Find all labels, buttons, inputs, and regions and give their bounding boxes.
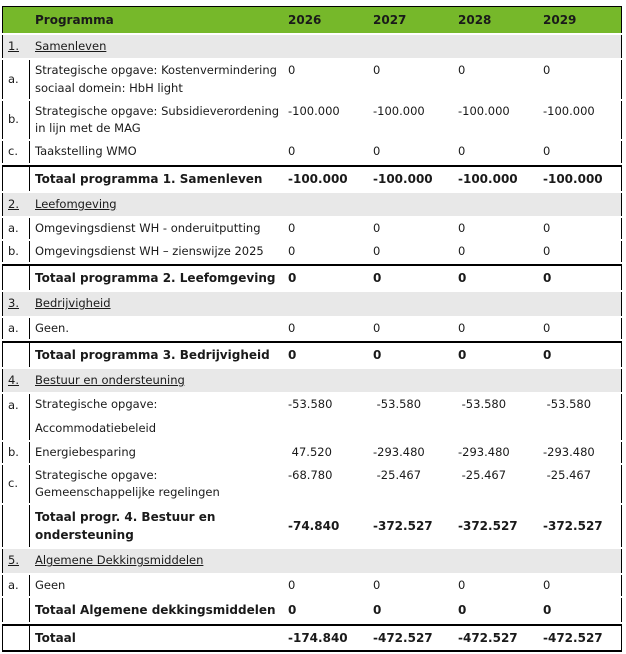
value-text: -100.000	[288, 171, 348, 186]
section-empty-cell	[543, 193, 622, 216]
value-text: 0	[288, 63, 296, 78]
item-row	[2, 394, 622, 440]
value-text: 0	[373, 602, 382, 617]
value-2028	[458, 624, 543, 652]
value-2028	[458, 165, 543, 191]
value-2026	[288, 575, 373, 596]
value-text: 0	[543, 320, 551, 335]
row-label-cell	[30, 341, 288, 367]
section-empty-cell	[373, 292, 458, 315]
value-2026	[288, 241, 373, 262]
row-number-cell	[2, 575, 30, 596]
section-title: Leefomgeving	[35, 196, 117, 211]
value-text: 0	[458, 220, 466, 235]
value-2027	[373, 141, 458, 162]
value-text: -100.000	[543, 103, 595, 118]
value-2026	[288, 165, 373, 191]
section-row	[2, 35, 622, 58]
section-row	[2, 549, 622, 572]
value-text: 0	[458, 144, 466, 159]
value-text: 0	[288, 347, 297, 362]
row-number: c.	[8, 476, 18, 491]
row-label-cell	[30, 465, 288, 504]
value-text: 0	[288, 144, 296, 159]
value-text: 47.520	[288, 444, 332, 459]
row-label-cell	[30, 101, 288, 140]
value-text: 0	[543, 220, 551, 235]
section-empty-cell	[543, 369, 622, 392]
value-2027	[373, 624, 458, 652]
value-2027	[373, 318, 458, 339]
row-label: Omgevingsdienst WH - onderuitputting	[35, 220, 261, 235]
value-text: -293.480	[458, 444, 510, 459]
section-empty-cell	[458, 369, 543, 392]
header-year-2028	[458, 6, 543, 33]
row-label-cell	[30, 598, 288, 622]
section-title-cell	[30, 369, 288, 392]
section-empty-cell	[458, 549, 543, 572]
row-label: ondersteuning	[35, 528, 134, 543]
section-number: 5.	[8, 553, 19, 568]
value-text: -25.467	[458, 467, 507, 482]
program-column-title: Programma	[35, 13, 114, 27]
section-title-cell	[30, 292, 288, 315]
value-2029	[543, 165, 622, 191]
row-label-cell	[30, 241, 288, 262]
value-text: -372.527	[373, 519, 433, 534]
section-title-cell	[30, 35, 288, 58]
value-text: 0	[288, 577, 296, 592]
section-empty-cell	[373, 193, 458, 216]
value-2026	[288, 394, 373, 440]
value-2028	[458, 218, 543, 239]
row-number-cell	[2, 394, 30, 440]
value-2029	[543, 141, 622, 162]
section-empty-cell	[458, 292, 543, 315]
row-label-cell	[30, 264, 288, 290]
year-label: 2027	[373, 13, 407, 27]
value-2029	[543, 598, 622, 622]
total-row	[2, 505, 622, 547]
section-number: 1.	[8, 39, 19, 53]
section-empty-cell	[288, 369, 373, 392]
value-text: 0	[458, 320, 466, 335]
row-label: Totaal Algemene dekkingsmiddelen	[35, 602, 276, 617]
value-2027	[373, 165, 458, 191]
value-text: 0	[543, 271, 552, 286]
value-text: -53.580	[458, 397, 507, 411]
value-text: 0	[288, 602, 297, 617]
value-2027	[373, 264, 458, 290]
value-text: -25.467	[373, 467, 422, 482]
row-number: b.	[8, 112, 19, 127]
value-2026	[288, 141, 373, 162]
section-row	[2, 193, 622, 216]
value-text: -372.527	[543, 519, 603, 534]
row-number: a.	[8, 220, 19, 235]
table-header-row	[2, 6, 622, 33]
section-row	[2, 292, 622, 315]
row-number-cell	[2, 598, 30, 622]
item-row	[2, 318, 622, 339]
item-row	[2, 465, 622, 504]
value-2029	[543, 341, 622, 367]
section-number-cell	[2, 549, 30, 572]
value-text: 0	[373, 220, 381, 235]
section-empty-cell	[543, 35, 622, 58]
row-number-cell	[2, 318, 30, 339]
value-text: -472.527	[373, 630, 433, 645]
section-empty-cell	[288, 292, 373, 315]
total-row	[2, 264, 622, 290]
year-label: 2029	[543, 13, 577, 27]
value-2028	[458, 598, 543, 622]
row-number: a.	[8, 577, 19, 592]
value-2026	[288, 101, 373, 140]
value-text: -53.580	[288, 397, 333, 411]
value-text: -100.000	[288, 103, 340, 118]
value-text: -53.580	[543, 397, 592, 411]
value-2027	[373, 598, 458, 622]
value-2026	[288, 218, 373, 239]
value-text: -472.527	[543, 630, 603, 645]
value-2028	[458, 442, 543, 463]
section-title-cell	[30, 549, 288, 572]
section-empty-cell	[543, 292, 622, 315]
value-2027	[373, 442, 458, 463]
value-text: -174.840	[288, 630, 348, 645]
value-text: 0	[458, 271, 467, 286]
value-text: 0	[458, 577, 466, 592]
section-empty-cell	[373, 549, 458, 572]
value-text: -100.000	[458, 103, 510, 118]
row-label: Strategische opgave: Subsidieverordening	[35, 103, 280, 118]
value-2028	[458, 575, 543, 596]
value-text: 0	[543, 244, 551, 258]
budget-table-body	[2, 6, 622, 652]
year-label: 2026	[288, 13, 322, 27]
row-label: Strategische opgave: Kostenvermindering	[35, 63, 277, 78]
header-year-2027	[373, 6, 458, 33]
value-2028	[458, 241, 543, 262]
row-label: Totaal progr. 4. Bestuur en	[35, 510, 216, 525]
value-2029	[543, 101, 622, 140]
section-number: 3.	[8, 296, 19, 311]
item-row	[2, 442, 622, 463]
value-2029	[543, 60, 622, 99]
value-text: 0	[543, 602, 552, 617]
row-label: Taakstelling WMO	[35, 144, 137, 159]
row-label-cell	[30, 624, 288, 652]
total-row	[2, 165, 622, 191]
value-text: -25.467	[543, 467, 592, 482]
row-label: Geen	[35, 577, 66, 592]
section-title: Bestuur en ondersteuning	[35, 372, 185, 387]
row-number: a.	[8, 71, 19, 86]
row-number-cell	[2, 465, 30, 504]
value-2028	[458, 60, 543, 99]
row-label-cell	[30, 218, 288, 239]
value-text: 0	[288, 244, 296, 258]
row-label-cell	[30, 394, 288, 440]
value-2028	[458, 394, 543, 440]
value-2029	[543, 575, 622, 596]
value-text: 0	[458, 347, 467, 362]
item-row	[2, 218, 622, 239]
item-row	[2, 141, 622, 162]
value-text: -100.000	[373, 103, 425, 118]
section-empty-cell	[373, 35, 458, 58]
value-text: 0	[373, 577, 381, 592]
header-year-2029	[543, 6, 622, 33]
value-text: 0	[288, 220, 296, 235]
section-empty-cell	[458, 35, 543, 58]
value-text: -100.000	[543, 171, 603, 186]
value-2029	[543, 218, 622, 239]
value-text: -68.780	[288, 467, 333, 482]
row-label-cell	[30, 318, 288, 339]
value-2028	[458, 141, 543, 162]
row-label-cell	[30, 141, 288, 162]
row-number-cell	[2, 141, 30, 162]
value-2028	[458, 318, 543, 339]
row-label: Totaal programma 2. Leefomgeving	[35, 271, 276, 286]
section-number-cell	[2, 369, 30, 392]
value-2028	[458, 264, 543, 290]
row-number: c.	[8, 144, 18, 159]
row-label-cell	[30, 575, 288, 596]
value-2029	[543, 442, 622, 463]
value-2029	[543, 241, 622, 262]
section-title: Bedrijvigheid	[35, 296, 111, 311]
value-2028	[458, 341, 543, 367]
value-2026	[288, 264, 373, 290]
value-text: -372.527	[458, 519, 518, 534]
section-title: Samenleven	[35, 39, 107, 53]
row-number-cell	[2, 624, 30, 652]
row-label: in lijn met de MAG	[35, 121, 141, 135]
row-number-cell	[2, 264, 30, 290]
value-text: -472.527	[458, 630, 518, 645]
row-number-cell	[2, 60, 30, 99]
value-text: -293.480	[543, 444, 595, 459]
item-row	[2, 101, 622, 140]
row-label: sociaal domein: HbH light	[35, 80, 183, 95]
total-row	[2, 341, 622, 367]
value-text: -53.580	[373, 397, 422, 411]
total-row	[2, 598, 622, 622]
row-number: b.	[8, 244, 19, 258]
value-text: 0	[543, 577, 551, 592]
value-2026	[288, 624, 373, 652]
row-number-cell	[2, 442, 30, 463]
value-2026	[288, 465, 373, 504]
value-2027	[373, 341, 458, 367]
row-number-cell	[2, 165, 30, 191]
value-2029	[543, 318, 622, 339]
value-text: 0	[458, 244, 466, 258]
row-label: Accommodatiebeleid	[35, 421, 157, 436]
section-empty-cell	[458, 193, 543, 216]
value-2026	[288, 318, 373, 339]
section-empty-cell	[373, 369, 458, 392]
value-2028	[458, 465, 543, 504]
value-text: -293.480	[373, 444, 425, 459]
row-number-cell	[2, 218, 30, 239]
value-2027	[373, 575, 458, 596]
section-empty-cell	[288, 549, 373, 572]
section-number: 2.	[8, 196, 19, 211]
section-number-cell	[2, 292, 30, 315]
value-2026	[288, 505, 373, 547]
row-number-cell	[2, 241, 30, 262]
row-label: Strategische opgave:	[35, 397, 158, 411]
value-2027	[373, 241, 458, 262]
row-label-cell	[30, 442, 288, 463]
value-text: -100.000	[458, 171, 518, 186]
section-empty-cell	[543, 549, 622, 572]
value-text: 0	[373, 244, 381, 258]
value-2027	[373, 505, 458, 547]
value-text: 0	[543, 144, 551, 159]
section-title: Algemene Dekkingsmiddelen	[35, 553, 204, 568]
value-2029	[543, 465, 622, 504]
value-2026	[288, 341, 373, 367]
row-label-cell	[30, 165, 288, 191]
section-title-cell	[30, 193, 288, 216]
value-2027	[373, 60, 458, 99]
value-text: 0	[373, 144, 381, 159]
value-2026	[288, 60, 373, 99]
header-program-cell	[30, 6, 288, 33]
row-label: Energiebesparing	[35, 444, 136, 459]
value-text: 0	[373, 347, 382, 362]
year-label: 2028	[458, 13, 492, 27]
budget-table	[2, 4, 622, 654]
value-text: -74.840	[288, 519, 340, 534]
section-empty-cell	[288, 193, 373, 216]
value-text: -100.000	[373, 171, 433, 186]
header-number-cell	[2, 6, 30, 33]
value-2027	[373, 394, 458, 440]
row-label: Geen.	[35, 320, 70, 335]
row-label: Omgevingsdienst WH – zienswijze 2025	[35, 244, 264, 258]
value-text: 0	[288, 271, 297, 286]
row-label: Gemeenschappelijke regelingen	[35, 485, 220, 499]
header-year-2026	[288, 6, 373, 33]
grand-total-row	[2, 624, 622, 652]
value-2027	[373, 218, 458, 239]
value-text: 0	[458, 63, 466, 78]
item-row	[2, 575, 622, 596]
item-row	[2, 241, 622, 262]
row-number: a.	[8, 320, 19, 335]
item-row	[2, 60, 622, 99]
value-2029	[543, 264, 622, 290]
value-2026	[288, 442, 373, 463]
value-text: 0	[373, 63, 381, 78]
value-text: 0	[373, 320, 381, 335]
section-number: 4.	[8, 372, 19, 387]
row-number-cell	[2, 505, 30, 547]
value-2029	[543, 505, 622, 547]
row-label: Strategische opgave:	[35, 467, 158, 482]
section-empty-cell	[288, 35, 373, 58]
row-number-cell	[2, 101, 30, 140]
value-2029	[543, 394, 622, 440]
row-label: Totaal	[35, 630, 76, 645]
value-2027	[373, 465, 458, 504]
section-row	[2, 369, 622, 392]
value-2027	[373, 101, 458, 140]
value-text: 0	[458, 602, 467, 617]
value-text: 0	[288, 320, 296, 335]
value-2029	[543, 624, 622, 652]
value-text: 0	[373, 271, 382, 286]
value-2028	[458, 101, 543, 140]
section-number-cell	[2, 35, 30, 58]
row-label-cell	[30, 505, 288, 547]
row-label: Totaal programma 3. Bedrijvigheid	[35, 347, 270, 362]
row-label: Totaal programma 1. Samenleven	[35, 171, 263, 186]
row-number: a.	[8, 398, 19, 412]
value-text: 0	[543, 63, 551, 78]
value-text: 0	[543, 347, 552, 362]
row-label-cell	[30, 60, 288, 99]
section-number-cell	[2, 193, 30, 216]
value-2026	[288, 598, 373, 622]
row-number: b.	[8, 444, 19, 459]
value-2028	[458, 505, 543, 547]
row-number-cell	[2, 341, 30, 367]
